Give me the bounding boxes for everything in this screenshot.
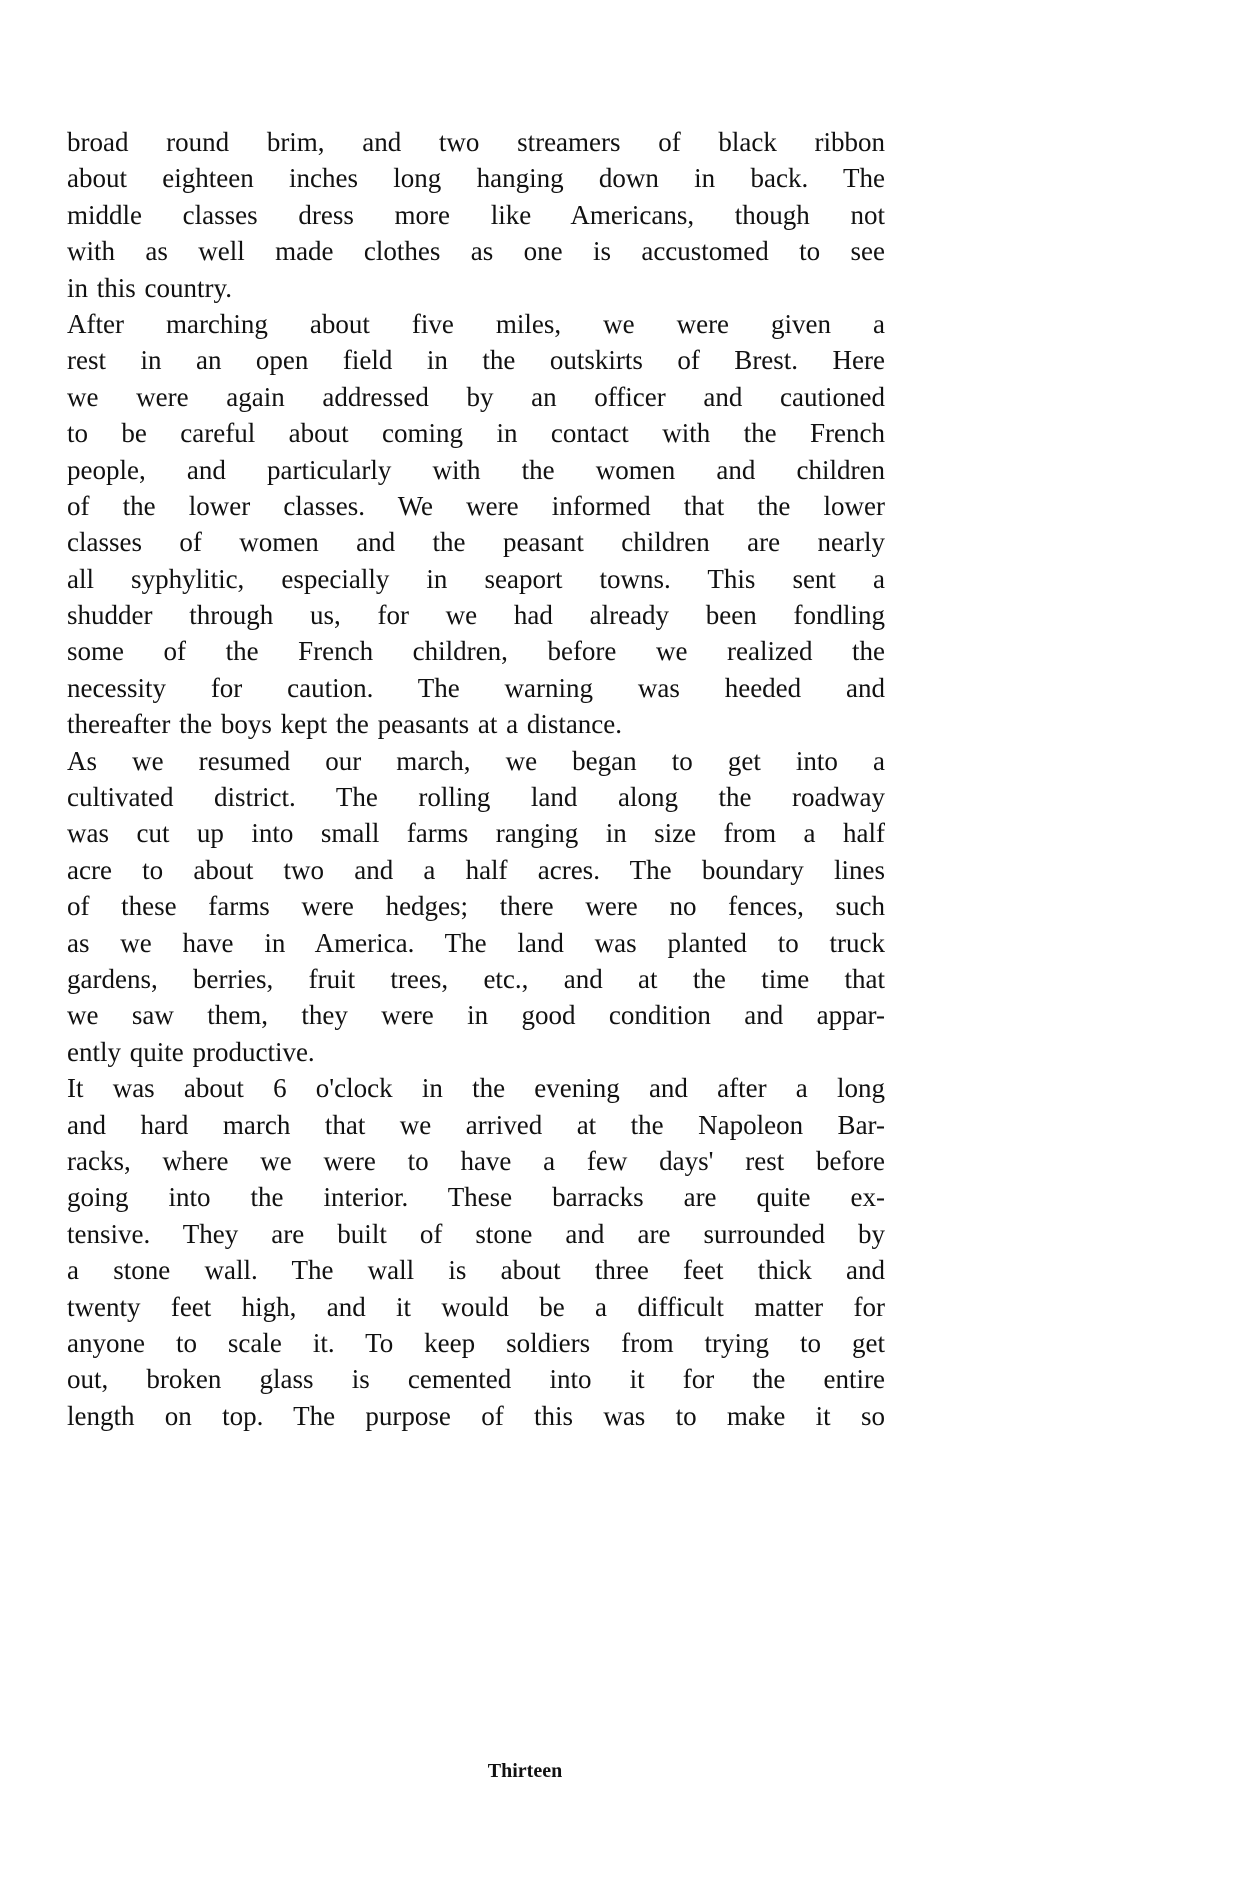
text-line: in this country. [67, 272, 232, 303]
text-line: of these farms were hedges; there were no fences, such [67, 891, 885, 922]
text-line: necessity for caution. The warning was heeded and [67, 672, 885, 703]
page-body [67, 124, 885, 1434]
text-line: was cut up into small farms ranging in size from a half [67, 818, 885, 849]
paragraph [67, 1070, 885, 1434]
text-line: of the lower classes. We were informed that the lower [67, 490, 885, 521]
paragraph [67, 743, 885, 1071]
text-line: After marching about five miles, we were given a [67, 308, 885, 339]
text-line: a stone wall. The wall is about three feet thick and [67, 1255, 885, 1286]
text-line: to be careful about coming in contact with the French [67, 418, 885, 449]
text-line: cultivated district. The rolling land along the roadway [67, 782, 885, 813]
text-line: and hard march that we arrived at the Napoleon Bar- [67, 1109, 885, 1140]
paragraph [67, 124, 885, 306]
text-line: we saw them, they were in good condition and appar- [67, 1000, 885, 1031]
text-line: As we resumed our march, we began to get into a [67, 745, 885, 776]
text-line: some of the French children, before we realized the [67, 636, 885, 667]
text-line: acre to about two and a half acres. The boundary lines [67, 854, 885, 885]
text-line: out, broken glass is cemented into it for the entire [67, 1364, 885, 1395]
text-line: ently quite productive. [67, 1036, 315, 1067]
text-line: rest in an open field in the outskirts of Brest. Here [67, 345, 885, 376]
text-line: tensive. They are built of stone and are surrounded by [67, 1218, 885, 1249]
text-line: anyone to scale it. To keep soldiers from trying to get [67, 1327, 885, 1358]
paragraph [67, 306, 885, 743]
text-line: classes of women and the peasant children are nearly [67, 527, 885, 558]
page-number: Thirteen [487, 1760, 563, 1782]
text-line: we were again addressed by an officer and cautioned [67, 381, 885, 412]
text-line: thereafter the boys kept the peasants at a distance. [67, 709, 623, 740]
text-line: It was about 6 o'clock in the evening and after a long [67, 1073, 885, 1104]
text-line: as we have in America. The land was planted to truck [67, 927, 885, 958]
text-line: middle classes dress more like Americans, though not [67, 199, 885, 230]
text-line: shudder through us, for we had already been fondling [67, 600, 885, 631]
text-line: all syphylitic, especially in seaport towns. This sent a [67, 563, 885, 594]
text-line: people, and particularly with the women and children [67, 454, 885, 485]
text-line: with as well made clothes as one is accustomed to see [67, 236, 885, 267]
text-line: broad round brim, and two streamers of black ribbon [67, 127, 885, 157]
text-line: going into the interior. These barracks are quite ex- [67, 1182, 885, 1213]
text-line: gardens, berries, fruit trees, etc., and at the time that [67, 963, 885, 994]
text-line: twenty feet high, and it would be a difficult matter for [67, 1291, 885, 1322]
text-line: about eighteen inches long hanging down in back. The [67, 163, 885, 194]
text-line: length on top. The purpose of this was to make it so [67, 1400, 885, 1431]
text-line: racks, where we were to have a few days' rest before [67, 1145, 885, 1176]
